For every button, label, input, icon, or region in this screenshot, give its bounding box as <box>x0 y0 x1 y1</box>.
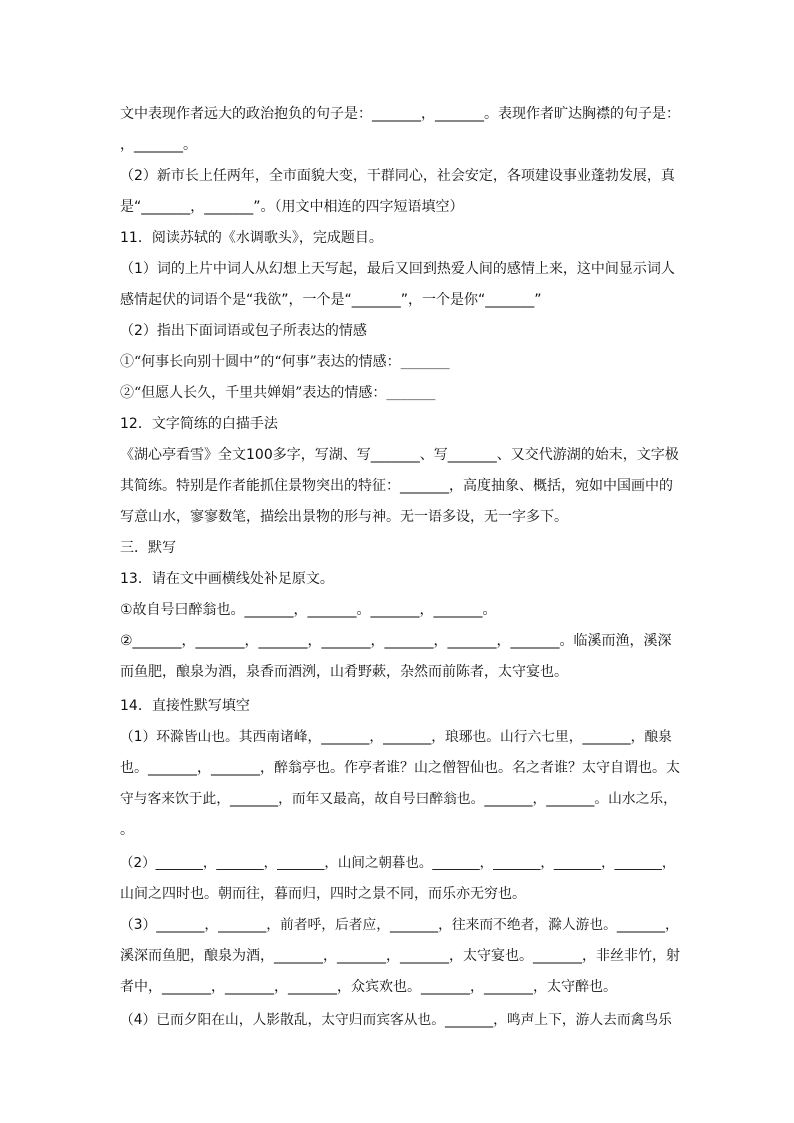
text-line: 山间之四时也。朝而往，暮而归，四时之景不同，而乐亦无穷也。 <box>120 886 526 902</box>
text-line: （2）新市长上任两年，全市面貌大变，干群同心，社会安定，各项建设事业蓬勃发展，真 <box>120 168 675 184</box>
question-11-heading: 11．阅读苏轼的《水调歌头》，完成题目。 <box>120 230 383 246</box>
text-line: 守与客来饮于此，_______，而年又最高，故自号曰醉翁也。_______，_______。山水之乐， <box>120 791 677 807</box>
text-line: 写意山水，寥寥数笔，描绘出景物的形与神。无一语多设，无一字多下。 <box>120 509 568 525</box>
text-line: （1）环滁皆山也。其西南诸峰，_______，_______，琅琊也。山行六七里，_______，酿泉 <box>120 729 672 745</box>
text-line: ②“但愿人长久，千里共婵娟”表达的情感：_______ <box>120 385 436 401</box>
text-line: （2）指出下面词语或包子所表达的情感 <box>120 323 367 339</box>
text-line: 者中，_______，_______，_______，众宾欢也。_______，_______，太守醉也。 <box>120 979 617 995</box>
text-line: 而鱼肥，酿泉为酒，泉香而酒洌，山肴野蔌，杂然而前陈者，太守宴也。 <box>120 664 568 680</box>
text-line: ①“何事长向别十圆中”的“何事”表达的情感：_______ <box>120 354 450 370</box>
text-line: 是“_______，_______”。（用文中相连的四字短语填空） <box>120 199 464 215</box>
text-line: 感情起伏的词语个是“我欲”，一个是“_______”，一个是你“_______” <box>120 292 542 308</box>
text-line: ①故自号曰醉翁也。_______，_______。_______，_______。 <box>120 602 497 618</box>
text-line: （4）已而夕阳在山，人影散乱，太守归而宾客从也。_______，鸣声上下，游人去而禽鸟乐 <box>120 1012 672 1028</box>
text-line: 《湖心亭看雪》全文100多字，写湖、写_______、写_______、又交代游湖的始末，文字极 <box>120 447 679 463</box>
text-line: 溪深而鱼肥，酿泉为酒，_______，_______，_______，太守宴也。_______，非丝非竹，射 <box>120 948 680 964</box>
section-3-heading: 三．默写 <box>120 540 176 556</box>
question-13-heading: 13．请在文中画横线处补足原文。 <box>120 571 334 587</box>
text-line: ，_______。 <box>120 137 197 153</box>
text-line: （2）_______，_______，_______，山间之朝暮也。_______，_______，_______，_______， <box>120 855 676 871</box>
question-14-heading: 14．直接性默写填空 <box>120 698 250 714</box>
question-12-heading: 12．文字简练的白描手法 <box>120 416 278 432</box>
text-line: ②_______，_______，_______，_______，_______，_______，_______。临溪而渔，溪深 <box>120 633 672 649</box>
text-line: 。 <box>120 822 134 838</box>
text-line: （1）词的上片中词人从幻想上天写起，最后又回到热爱人间的感情上来，这中间显示词人 <box>120 261 675 277</box>
text-line: 文中表现作者远大的政治抱负的句子是：_______，_______。表现作者旷达胸襟的句子是： <box>120 106 680 122</box>
text-line: 其简练。特别是作者能抓住景物突出的特征：_______，高度抽象、概括，宛如中国画中的 <box>120 478 673 494</box>
text-line: 也。_______，_______，醉翁亭也。作亭者谁？山之僧智仙也。名之者谁？太守自谓也。太 <box>120 760 680 776</box>
text-line: （3）_______，_______，前者呼，后者应，_______，往来而不绝者，滁人游也。_______， <box>120 917 679 933</box>
